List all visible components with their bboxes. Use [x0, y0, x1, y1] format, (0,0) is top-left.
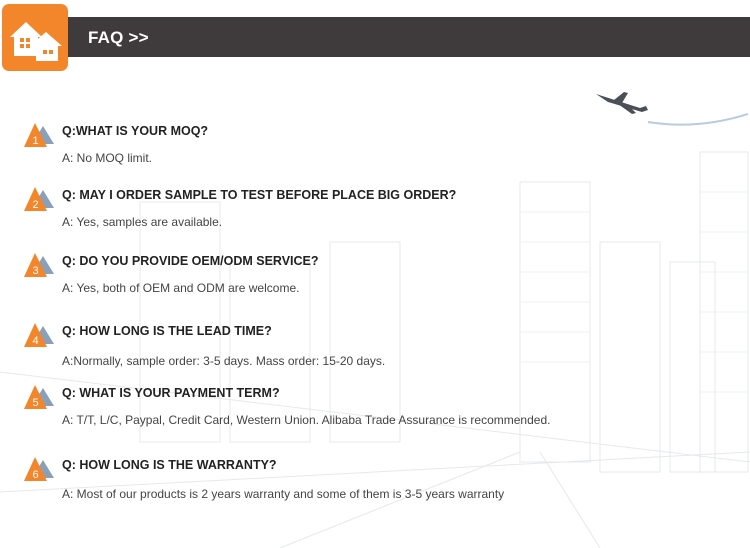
answer-text: A: Most of our products is 2 years warranty and some of them is 3-5 years warranty [62, 487, 505, 501]
house-icon [2, 4, 68, 71]
answer-text: A:Normally, sample order: 3-5 days. Mass order: 15-20 days. [62, 354, 386, 368]
badge-number: 4 [32, 335, 39, 347]
answer-text: A: No MOQ limit. [62, 151, 153, 165]
question-text: Q: HOW LONG IS THE WARRANTY? [62, 458, 277, 472]
number-badge-icon [24, 456, 58, 482]
airplane-icon [588, 86, 748, 130]
badge-number: 5 [32, 397, 39, 409]
badge-number: 6 [32, 469, 39, 481]
number-badge-icon [24, 252, 58, 278]
badge-number: 3 [32, 265, 39, 277]
question-text: Q:WHAT IS YOUR MOQ? [62, 124, 209, 138]
answer-text: A: T/T, L/C, Paypal, Credit Card, Western Union. Alibaba Trade Assurance is recommended. [62, 413, 551, 427]
number-badge-icon [24, 322, 58, 348]
city-background [0, 72, 750, 548]
question-text: Q: MAY I ORDER SAMPLE TO TEST BEFORE PLACE BIG ORDER? [62, 188, 457, 202]
number-badge-icon [24, 186, 58, 212]
answer-text: A: Yes, samples are available. [62, 215, 223, 229]
number-badge-icon [24, 384, 58, 410]
page-title: FAQ >> [88, 28, 149, 47]
home-logo [2, 4, 68, 71]
question-text: Q: WHAT IS YOUR PAYMENT TERM? [62, 386, 280, 400]
question-text: Q: DO YOU PROVIDE OEM/ODM SERVICE? [62, 254, 319, 268]
number-badge-icon [24, 122, 58, 148]
header [0, 0, 750, 72]
answer-text: A: Yes, both of OEM and ODM are welcome. [62, 281, 300, 295]
badge-number: 2 [32, 199, 39, 211]
question-text: Q: HOW LONG IS THE LEAD TIME? [62, 324, 272, 338]
badge-number: 1 [32, 135, 39, 147]
header-bar [58, 17, 750, 57]
